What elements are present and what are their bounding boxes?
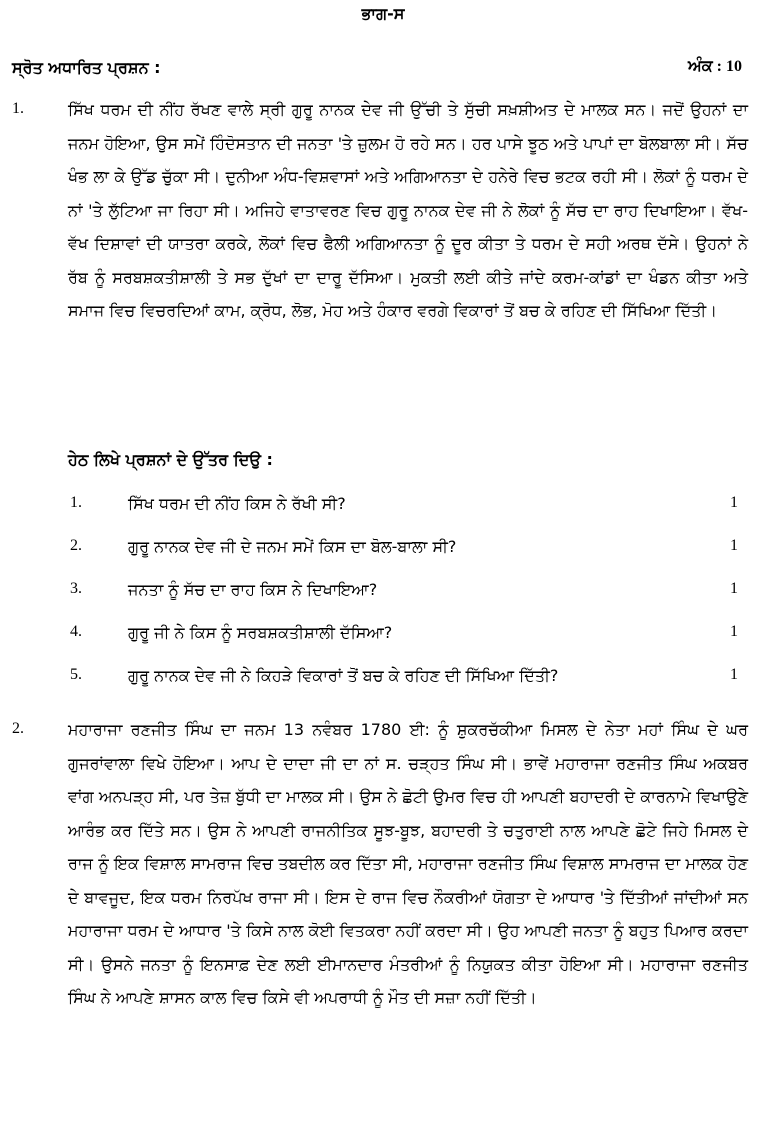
- sub-question: [68, 580, 748, 610]
- sub-question-text: ਗੁਰੂ ਜੀ ਨੇ ਕਿਸ ਨੂੰ ਸਰਬਸ਼ਕਤੀਸ਼ਾਲੀ ਦੱਸਿਆ?: [128, 623, 393, 642]
- sub-question-marks: 1: [730, 580, 738, 597]
- sub-question: [68, 537, 748, 567]
- total-marks: ਅੰਕ : 10: [687, 58, 742, 75]
- question-1-instruction: ਹੇਠ ਲਿਖੇ ਪ੍ਰਸ਼ਨਾਂ ਦੇ ਉੱਤਰ ਦਿਉ :: [68, 450, 273, 469]
- sub-question: [68, 623, 748, 653]
- sub-question: [68, 666, 748, 696]
- sub-question-number: 2.: [70, 537, 82, 554]
- sub-question-number: 4.: [70, 623, 82, 640]
- sub-question-text: ਜਨਤਾ ਨੂੰ ਸੱਚ ਦਾ ਰਾਹ ਕਿਸ ਨੇ ਦਿਖਾਇਆ?: [128, 580, 378, 599]
- sub-question-text: ਗੁਰੂ ਨਾਨਕ ਦੇਵ ਜੀ ਨੇ ਕਿਹੜੇ ਵਿਕਾਰਾਂ ਤੋਂ ਬਚ ਕੇ ਰਹਿਣ ਦੀ ਸਿੱਖਿਆ ਦਿੱਤੀ?: [128, 666, 559, 685]
- question-1-number: 1.: [12, 100, 24, 117]
- sub-question-marks: 1: [730, 623, 738, 640]
- sub-question: [68, 494, 748, 524]
- sub-question-marks: 1: [730, 537, 738, 554]
- question-2-passage: ਮਹਾਰਾਜਾ ਰਣਜੀਤ ਸਿੰਘ ਦਾ ਜਨਮ 13 ਨਵੰਬਰ 1780 ਈ: ਨੂੰ ਸ਼ੁਕਰਚੱਕੀਆ ਮਿਸਲ ਦੇ ਨੇਤਾ ਮਹਾਂ ਸਿੰਘ ਦੇ ਘਰ ਗੁਜਰਾਂਵਾਲਾ ਵਿਖੇ ਹੋਇਆ। ਆਪ ਦੇ ਦਾਦਾ ਜੀ ਦਾ ਨਾਂ ਸ. ਚੜ੍ਹਤ ਸਿੰਘ ਸੀ। ਭਾਵੇਂ ਮਹਾਰਾਜਾ ਰਣਜੀਤ ਸਿੰਘ ਅਕਬਰ ਵਾਂਗ ਅਨਪੜ੍ਹ ਸੀ, ਪਰ ਤੇਜ਼ ਬੁੱਧੀ ਦਾ ਮਾਲਕ ਸੀ। ਉਸ ਨੇ ਛੋਟੀ ਉਮਰ ਵਿਚ ਹੀ ਆਪਣੀ ਬਹਾਦਰੀ ਦੇ ਕਾਰਨਾਮੇ ਵਿਖਾਉਣੇ ਆਰੰਭ ਕਰ ਦਿੱਤੇ ਸਨ। ਉਸ ਨੇ ਆਪਣੀ ਰਾਜਨੀਤਿਕ ਸੂਝ-ਬੂਝ, ਬਹਾਦਰੀ ਤੇ ਚਤੁਰਾਈ ਨਾਲ ਆਪਣੇ ਛੋਟੇ ਜਿਹੇ ਮਿਸਲ ਦੇ ਰਾਜ ਨੂੰ ਇਕ ਵਿਸ਼ਾਲ ਸਾਮਰਾਜ ਵਿਚ ਤਬਦੀਲ ਕਰ ਦਿੱਤਾ ਸੀ, ਮਹਾਰਾਜਾ ਰਣਜੀਤ ਸਿੰਘ ਵਿਸ਼ਾਲ ਸਾਮਰਾਜ ਦਾ ਮਾਲਕ ਹੋਣ ਦੇ ਬਾਵਜੂਦ, ਇਕ ਧਰਮ ਨਿਰਪੱਖ ਰਾਜਾ ਸੀ। ਇਸ ਦੇ ਰਾਜ ਵਿਚ ਨੌਕਰੀਆਂ ਯੋਗਤਾ ਦੇ ਆਧਾਰ 'ਤੇ ਦਿੱਤੀਆਂ ਜਾਂਦੀਆਂ ਸਨ ਮਹਾਰਾਜਾ ਧਰਮ ਦੇ ਆਧਾਰ 'ਤੇ ਕਿਸੇ ਨਾਲ ਕੋਈ ਵਿਤਕਰਾ ਨਹੀਂ ਕਰਦਾ ਸੀ। ਉਹ ਆਪਣੀ ਜਨਤਾ ਨੂੰ ਬਹੁਤ ਪਿਆਰ ਕਰਦਾ ਸੀ। ਉਸਨੇ ਜਨਤਾ ਨੂੰ ਇਨਸਾਫ਼ ਦੇਣ ਲਈ ਈਮਾਨਦਾਰ ਮੰਤਰੀਆਂ ਨੂੰ ਨਿਯੁਕਤ ਕੀਤਾ ਹੋਇਆ ਸੀ। ਮਹਾਰਾਜਾ ਰਣਜੀਤ ਸਿੰਘ ਨੇ ਆਪਣੇ ਸ਼ਾਸਨ ਕਾਲ ਵਿਚ ਕਿਸੇ ਵੀ ਅਪਰਾਧੀ ਨੂੰ ਮੌਤ ਦੀ ਸਜ਼ਾ ਨਹੀਂ ਦਿੱਤੀ।: [68, 720, 748, 1007]
- sub-question-text: ਗੁਰੂ ਨਾਨਕ ਦੇਵ ਜੀ ਦੇ ਜਨਮ ਸਮੇਂ ਕਿਸ ਦਾ ਬੋਲ-ਬਾਲਾ ਸੀ?: [128, 537, 457, 556]
- sub-question-number: 3.: [70, 580, 82, 597]
- sub-question-number: 5.: [70, 666, 82, 683]
- question-1-passage: ਸਿੱਖ ਧਰਮ ਦੀ ਨੀਂਹ ਰੱਖਣ ਵਾਲੇ ਸ੍ਰੀ ਗੁਰੂ ਨਾਨਕ ਦੇਵ ਜੀ ਉੱਚੀ ਤੇ ਸੁੱਚੀ ਸਖ਼ਸ਼ੀਅਤ ਦੇ ਮਾਲਕ ਸਨ। ਜਦੋਂ ਉਹਨਾਂ ਦਾ ਜਨਮ ਹੋਇਆ, ਉਸ ਸਮੇਂ ਹਿੰਦੋਸਤਾਨ ਦੀ ਜਨਤਾ 'ਤੇ ਜ਼ੁਲਮ ਹੋ ਰਹੇ ਸਨ। ਹਰ ਪਾਸੇ ਝੂਠ ਅਤੇ ਪਾਪਾਂ ਦਾ ਬੋਲਬਾਲਾ ਸੀ। ਸੱਚ ਖੰਭ ਲਾ ਕੇ ਉੱਡ ਚੁੱਕਾ ਸੀ। ਦੁਨੀਆ ਅੰਧ-ਵਿਸ਼ਵਾਸਾਂ ਅਤੇ ਅਗਿਆਨਤਾ ਦੇ ਹਨੇਰੇ ਵਿਚ ਭਟਕ ਰਹੀ ਸੀ। ਲੋਕਾਂ ਨੂੰ ਧਰਮ ਦੇ ਨਾਂ 'ਤੇ ਲੁੱਟਿਆ ਜਾ ਰਿਹਾ ਸੀ। ਅਜਿਹੇ ਵਾਤਾਵਰਣ ਵਿਚ ਗੁਰੂ ਨਾਨਕ ਦੇਵ ਜੀ ਨੇ ਲੋਕਾਂ ਨੂੰ ਸੱਚ ਦਾ ਰਾਹ ਦਿਖਾਇਆ। ਵੱਖ-ਵੱਖ ਦਿਸ਼ਾਵਾਂ ਦੀ ਯਾਤਰਾ ਕਰਕੇ, ਲੋਕਾਂ ਵਿਚ ਫੈਲੀ ਅਗਿਆਨਤਾ ਨੂੰ ਦੂਰ ਕੀਤਾ ਤੇ ਧਰਮ ਦੇ ਸਹੀ ਅਰਥ ਦੱਸੇ। ਉਹਨਾਂ ਨੇ ਰੱਬ ਨੂੰ ਸਰਬਸ਼ਕਤੀਸ਼ਾਲੀ ਤੇ ਸਭ ਦੁੱਖਾਂ ਦਾ ਦਾਰੂ ਦੱਸਿਆ। ਮੁਕਤੀ ਲਈ ਕੀਤੇ ਜਾਂਦੇ ਕਰਮ-ਕਾਂਡਾਂ ਦਾ ਖੰਡਨ ਕੀਤਾ ਅਤੇ ਸਮਾਜ ਵਿਚ ਵਿਚਰਦਿਆਂ ਕਾਮ, ਕ੍ਰੋਧ, ਲੋਭ, ਮੋਹ ਅਤੇ ਹੰਕਾਰ ਵਰਗੇ ਵਿਕਾਰਾਂ ਤੋਂ ਬਚ ਕੇ ਰਹਿਣ ਦੀ ਸਿੱਖਿਆ ਦਿੱਤੀ।: [68, 100, 748, 320]
- page-title: ਭਾਗ-ਸ: [361, 4, 405, 23]
- section-label: ਸ੍ਰੋਤ ਅਧਾਰਿਤ ਪ੍ਰਸ਼ਨ :: [12, 58, 161, 77]
- sub-question-marks: 1: [730, 494, 738, 511]
- sub-question-text: ਸਿੱਖ ਧਰਮ ਦੀ ਨੀਂਹ ਕਿਸ ਨੇ ਰੱਖੀ ਸੀ?: [128, 494, 346, 513]
- sub-question-marks: 1: [730, 666, 738, 683]
- sub-question-number: 1.: [70, 494, 82, 511]
- question-2-number: 2.: [12, 720, 24, 737]
